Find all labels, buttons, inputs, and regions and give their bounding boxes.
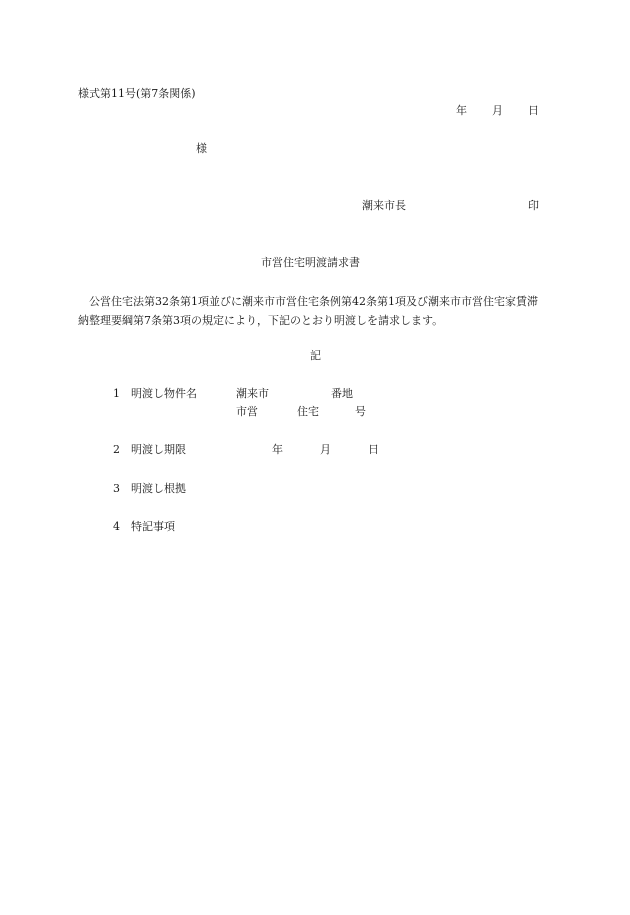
item-1-label: 明渡し物件名 bbox=[131, 387, 197, 400]
item-3-label: 明渡し根拠 bbox=[131, 482, 186, 495]
ki-heading: 記 bbox=[310, 349, 321, 362]
date-day-label: 日 bbox=[528, 104, 539, 117]
item-2-number: 2 bbox=[113, 443, 120, 456]
item-1-go: 号 bbox=[355, 405, 366, 418]
date-year-label: 年 bbox=[456, 104, 467, 117]
addressee-suffix: 様 bbox=[196, 142, 207, 155]
item-1-banchi: 番地 bbox=[331, 387, 353, 400]
item-2-label: 明渡し期限 bbox=[131, 443, 186, 456]
item-1-number: 1 bbox=[113, 387, 120, 400]
item-4-label: 特記事項 bbox=[131, 520, 175, 533]
body-paragraph: 公営住宅法第32条第1項並びに潮来市市営住宅条例第42条第1項及び潮来市市営住宅家賃滞納整理要綱第7条第3項の規定により，下記のとおり明渡しを請求します。 bbox=[78, 295, 538, 327]
item-2-year: 年 bbox=[272, 443, 283, 456]
date-month-label: 月 bbox=[492, 104, 503, 117]
item-3-number: 3 bbox=[113, 482, 120, 495]
issuer-name: 潮来市長 bbox=[362, 199, 406, 212]
document-title: 市営住宅明渡請求書 bbox=[261, 256, 360, 269]
item-1-jutaku: 住宅 bbox=[297, 405, 319, 418]
item-1-shiei: 市営 bbox=[236, 405, 258, 418]
item-2-month: 月 bbox=[320, 443, 331, 456]
form-number: 様式第11号(第7条関係) bbox=[78, 87, 196, 100]
item-2-day: 日 bbox=[368, 443, 379, 456]
seal-mark: 印 bbox=[528, 199, 539, 212]
item-4-number: 4 bbox=[113, 520, 120, 533]
item-1-city: 潮来市 bbox=[236, 387, 269, 400]
